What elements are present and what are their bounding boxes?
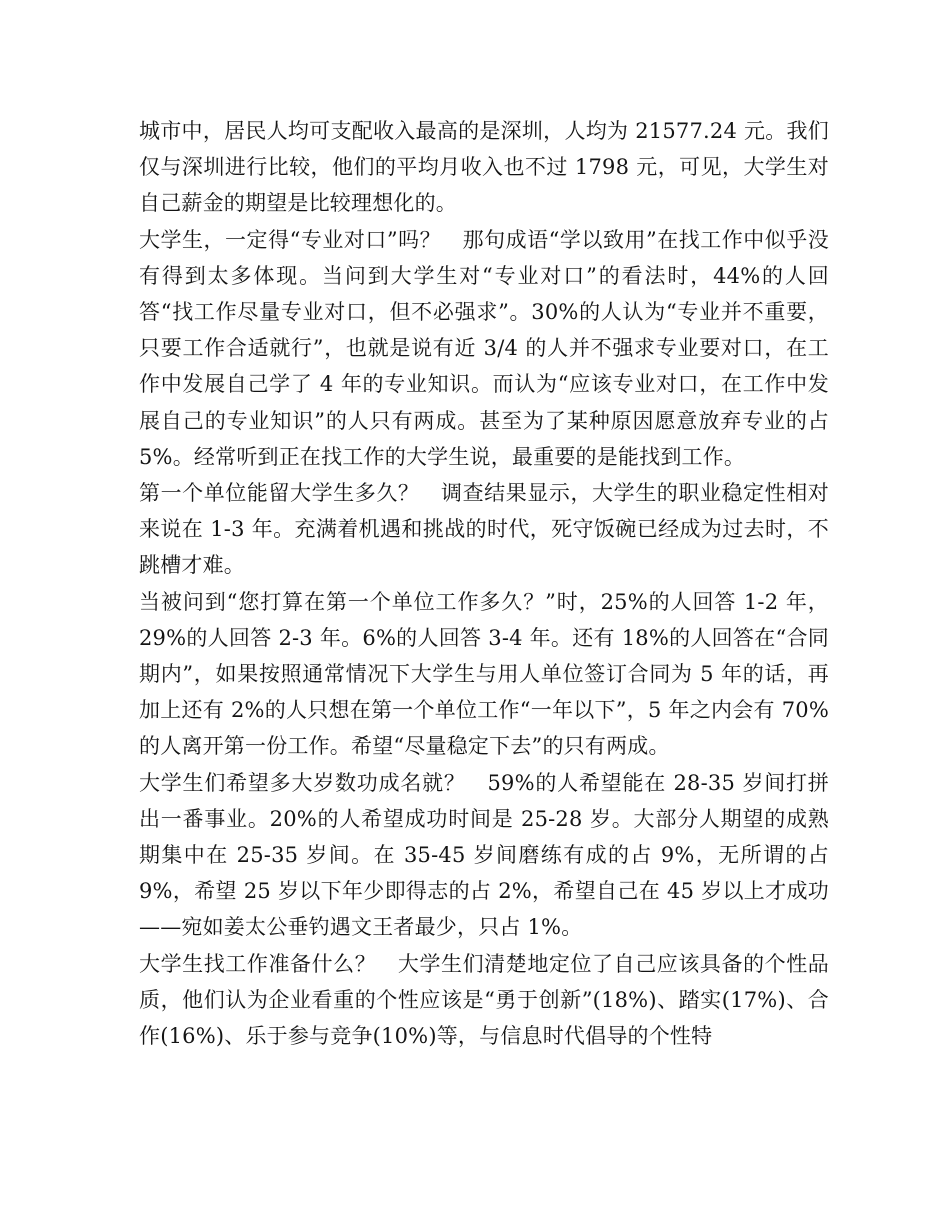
paragraph-first-employer-stay: 第一个单位能留大学生多久？ 调查结果显示，大学生的职业稳定性相对来说在 1-3 年。充满着机遇和挑战的时代，死守饭碗已经成为过去时，不跳槽才难。 (139, 481, 829, 578)
paragraph-major-match: 大学生，一定得“专业对口”吗？ 那句成语“学以致用”在找工作中似乎没有得到太多体现。当问到大学生对“专业对口”的看法时，44%的人回答“找工作尽量专业对口，但不必强求”。30%的人认为“专业并不重要，只要工作合适就行”，也就是说有近 3/4 的人并不强求专业要对口，在工作中发展自己学了 4 年的专业知识。而认为“应该专业对口，在工作中发展自己的专业知识”的人只有两成。甚至为了某种原因愿意放弃专业的占 5%。经常听到正在找工作的大学生说，最重要的是能找到工作。 (139, 227, 829, 469)
document-body (139, 113, 829, 1054)
paragraph-job-preparation: 大学生找工作准备什么？ 大学生们清楚地定位了自己应该具备的个性品质，他们认为企业看重的个性应该是“勇于创新”(18%)、踏实(17%)、合作(16%)、乐于参与竞争(10%)等，与信息时代倡导的个性特 (139, 951, 829, 1049)
paragraph-income-comparison: 城市中，居民人均可支配收入最高的是深圳，人均为 21577.24 元。我们仅与深圳进行比较，他们的平均月收入也不过 1798 元，可见，大学生对自己薪金的期望是比较理想化的。 (139, 119, 829, 216)
paragraph-success-age: 大学生们希望多大岁数功成名就？ 59%的人希望能在 28-35 岁间打拼出一番事业。20%的人希望成功时间是 25-28 岁。大部分人期望的成熟期集中在 25-35 岁间。在 35-45 岁间磨练有成的占 9%，无所谓的占 9%，希望 25 岁以下年少即得志的占 2%，希望自己在 45 岁以上才成功——宛如姜太公垂钓遇文王者最少，只占 1%。 (139, 770, 829, 940)
paragraph-first-job-duration: 当被问到“您打算在第一个单位工作多久？”时，25%的人回答 1-2 年，29%的人回答 2-3 年。6%的人回答 3-4 年。还有 18%的人回答在“合同期内”，如果按照通常情况下大学生与用人单位签订合同为 5 年的话，再加上还有 2%的人只想在第一个单位工作“一年以下”，5 年之内会有 70%的人离开第一份工作。希望“尽量稳定下去”的只有两成。 (139, 589, 829, 759)
